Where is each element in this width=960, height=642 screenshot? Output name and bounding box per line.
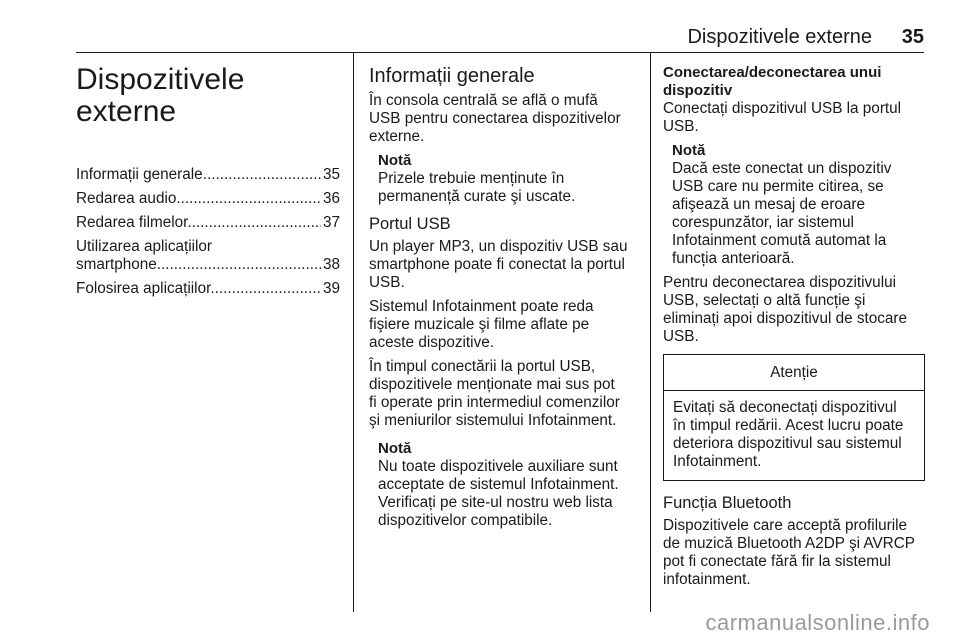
section-heading-bluetooth: Funcția Bluetooth	[663, 494, 792, 512]
paragraph: smartphone poate fi conectat la portul	[369, 256, 625, 273]
toc-item[interactable]: Redarea audio ..... 36	[76, 190, 340, 208]
paragraph: Un player MP3, un dispozitiv USB sau	[369, 238, 628, 255]
table-of-contents	[76, 166, 340, 298]
paragraph: USB pentru conectarea dispozitivelor	[369, 110, 621, 127]
paragraph: USB.	[663, 328, 699, 345]
paragraph: eliminați apoi dispozitivul de stocare	[663, 310, 908, 327]
note-box: Notă Nu toate dispozitivele auxiliare sunt acceptate de sistemul Infotainment. Verificați pe site-ul nostru web lista dispozitivelor compatibile.	[378, 440, 619, 529]
chapter-title: Dispozitivele externe	[76, 63, 245, 128]
caution-box: Atenție Evitați să deconectați dispozitivul în timpul redării. Acest lucru poate deteriora dispozitivul sau sistemul Infotainment.	[663, 354, 925, 481]
note-box: Notă Dacă este conectat un dispozitiv USB care nu permite citirea, se afişează un mesaj de eroare corespunzător, iar sistemul Infotainment comută automat la funcția anterioară.	[672, 142, 892, 267]
paragraph: USB, selectați o altă funcție şi	[663, 292, 866, 309]
paragraph: externe.	[369, 128, 425, 145]
paragraph: fişiere muzicale şi filme aflate pe	[369, 316, 590, 333]
paragraph: Conectați dispozitivul USB la portul	[663, 100, 902, 117]
paragraph: În timpul conectării la portul USB,	[369, 358, 596, 375]
paragraph: şi meniurilor sistemului Infotainment.	[369, 412, 617, 429]
column-3	[663, 64, 925, 589]
section-heading-usb: Portul USB	[369, 215, 451, 233]
paragraph: fi operate prin intermediul comenzilor	[369, 394, 620, 411]
caution-title: Atenție	[664, 355, 924, 391]
toc-item[interactable]: Utilizarea aplicațiilor smartphone ..... 38	[76, 238, 340, 274]
paragraph: infotainment.	[663, 571, 751, 588]
paragraph: Pentru deconectarea dispozitivului	[663, 274, 896, 291]
column-1	[76, 64, 340, 304]
page-number: 35	[901, 26, 924, 48]
paragraph: de muzică Bluetooth A2DP şi AVRCP	[663, 535, 915, 552]
header-title: Dispozitivele externe	[687, 26, 872, 48]
section-heading-general: Informații generale	[369, 65, 535, 87]
column-divider-2	[650, 52, 651, 612]
column-divider-1	[353, 52, 354, 612]
subheading-connect: Conectarea/deconectarea unui dispozitiv	[663, 64, 882, 99]
paragraph: pot fi conectate fără fir la sistemul	[663, 553, 891, 570]
toc-item[interactable]: Redarea filmelor ..... 37	[76, 214, 340, 232]
toc-item[interactable]: Folosirea aplicațiilor ..... 39	[76, 280, 340, 298]
toc-item[interactable]: Informații generale ..... 35	[76, 166, 340, 184]
column-2	[369, 64, 639, 536]
watermark: carmanualsonline.info	[705, 610, 930, 635]
paragraph: Dispozitivele care acceptă profilurile	[663, 517, 908, 534]
paragraph: aceste dispozitive.	[369, 334, 494, 351]
paragraph: Sistemul Infotainment poate reda	[369, 298, 594, 315]
paragraph: dispozitivele menționate mai sus pot	[369, 376, 615, 393]
paragraph: În consola centrală se află o mufă	[369, 92, 598, 109]
paragraph: USB.	[663, 118, 699, 135]
header-rule	[76, 52, 924, 53]
note-box: Notă Prizele trebuie menținute în permanență curate şi uscate.	[378, 152, 576, 205]
paragraph: USB.	[369, 274, 405, 291]
